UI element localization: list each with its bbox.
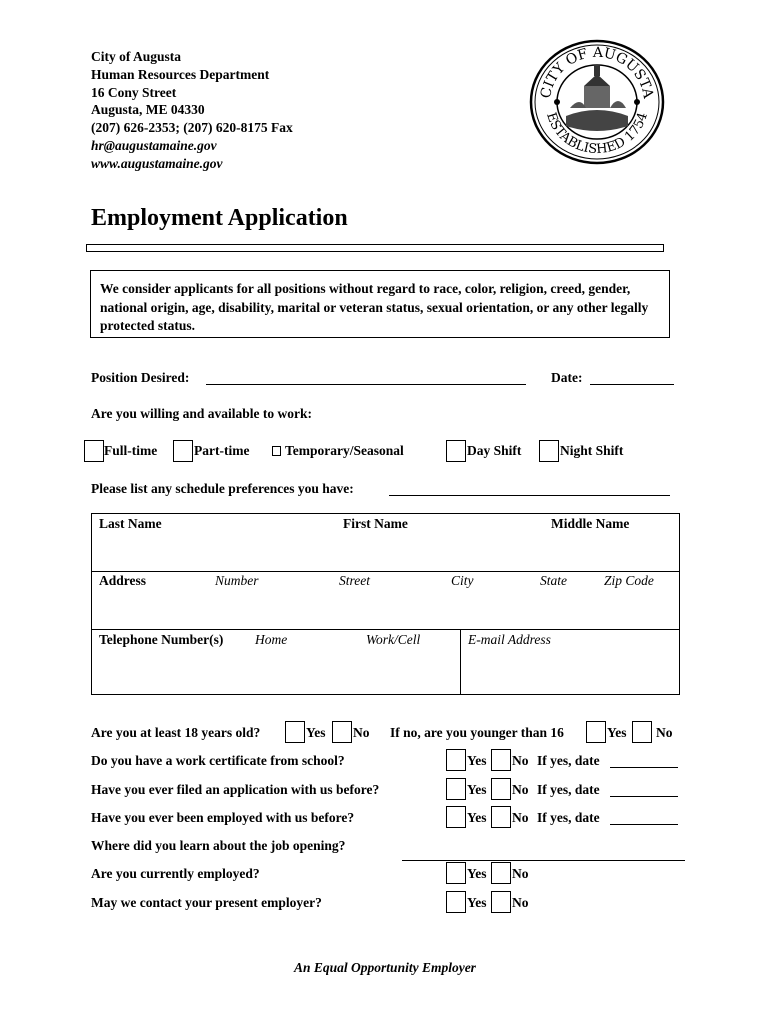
age18-yes-label: Yes bbox=[306, 725, 326, 740]
current-yes-label: Yes bbox=[467, 866, 487, 881]
work-cert-yes-label: Yes bbox=[467, 753, 487, 768]
page-title: Employment Application bbox=[91, 205, 348, 231]
employed-no-checkbox[interactable] bbox=[491, 806, 511, 828]
seasonal-checkbox[interactable] bbox=[272, 446, 281, 456]
contact-yes-checkbox[interactable] bbox=[446, 891, 466, 913]
home-phone-field[interactable]: Home bbox=[255, 632, 288, 647]
age18-no-label: No bbox=[353, 725, 370, 740]
table-divider bbox=[91, 629, 680, 630]
age16-yes-checkbox[interactable] bbox=[586, 721, 606, 743]
filed-yes-label: Yes bbox=[467, 782, 487, 797]
seal-bottom-text: ESTABLISHED 1754 bbox=[543, 110, 651, 158]
learned-input[interactable] bbox=[402, 860, 685, 861]
work-cert-date-label: If yes, date bbox=[537, 753, 600, 768]
work-cert-no-checkbox[interactable] bbox=[491, 749, 511, 771]
work-cert-no-label: No bbox=[512, 753, 529, 768]
age16-question: If no, are you younger than 16 bbox=[390, 725, 564, 740]
schedule-label: Please list any schedule preferences you have: bbox=[91, 481, 354, 496]
availability-question: Are you willing and available to work: bbox=[91, 406, 313, 421]
current-no-label: No bbox=[512, 866, 529, 881]
learned-question: Where did you learn about the job opening? bbox=[91, 838, 346, 853]
filed-date-label: If yes, date bbox=[537, 782, 600, 797]
age16-no-label: No bbox=[656, 725, 673, 740]
nightshift-checkbox[interactable] bbox=[539, 440, 559, 462]
address-street-field[interactable]: Street bbox=[339, 573, 370, 588]
age16-no-checkbox[interactable] bbox=[632, 721, 652, 743]
address-state-field[interactable]: State bbox=[540, 573, 567, 588]
footer-eoe: An Equal Opportunity Employer bbox=[294, 960, 476, 975]
employed-no-label: No bbox=[512, 810, 529, 825]
department: Human Resources Department bbox=[91, 67, 270, 82]
contact-yes-label: Yes bbox=[467, 895, 487, 910]
filed-before-question: Have you ever filed an application with us before? bbox=[91, 782, 380, 797]
employed-date-input[interactable] bbox=[610, 824, 678, 825]
employed-before-question: Have you ever been employed with us before? bbox=[91, 810, 355, 825]
parttime-label: Part-time bbox=[194, 443, 250, 458]
eeo-notice: We consider applicants for all positions without regard to race, color, religion, creed, gender, national origin, age, disability, marital or veteran status, sexual orientation, or any other legally protected status. bbox=[90, 270, 670, 338]
email-link[interactable]: hr@augustamaine.gov bbox=[91, 138, 217, 153]
nightshift-label: Night Shift bbox=[560, 443, 624, 458]
employed-yes-label: Yes bbox=[467, 810, 487, 825]
dayshift-checkbox[interactable] bbox=[446, 440, 466, 462]
age18-no-checkbox[interactable] bbox=[332, 721, 352, 743]
work-phone-field[interactable]: Work/Cell bbox=[366, 632, 421, 647]
date-label: Date: bbox=[551, 370, 583, 385]
employed-yes-checkbox[interactable] bbox=[446, 806, 466, 828]
contact-no-label: No bbox=[512, 895, 529, 910]
fulltime-checkbox[interactable] bbox=[84, 440, 104, 462]
contact-no-checkbox[interactable] bbox=[491, 891, 511, 913]
schedule-input[interactable] bbox=[389, 495, 670, 496]
phone-numbers: (207) 626-2353; (207) 620-8175 Fax bbox=[91, 120, 293, 135]
email-field[interactable]: E-mail Address bbox=[468, 632, 551, 647]
contact-employer-question: May we contact your present employer? bbox=[91, 895, 322, 910]
telephone-label: Telephone Number(s) bbox=[99, 632, 224, 647]
work-cert-date-input[interactable] bbox=[610, 767, 678, 768]
filed-yes-checkbox[interactable] bbox=[446, 778, 466, 800]
seasonal-label: Temporary/Seasonal bbox=[285, 443, 404, 458]
street-address: 16 Cony Street bbox=[91, 85, 177, 100]
table-divider bbox=[460, 629, 461, 695]
fulltime-label: Full-time bbox=[104, 443, 158, 458]
city-seal-icon bbox=[528, 38, 666, 166]
age18-yes-checkbox[interactable] bbox=[285, 721, 305, 743]
employed-date-label: If yes, date bbox=[537, 810, 600, 825]
age16-yes-label: Yes bbox=[607, 725, 627, 740]
work-cert-question: Do you have a work certificate from school? bbox=[91, 753, 345, 768]
currently-employed-question: Are you currently employed? bbox=[91, 866, 260, 881]
address-label: Address bbox=[99, 573, 147, 588]
middle-name-field[interactable]: Middle Name bbox=[551, 516, 630, 531]
dayshift-label: Day Shift bbox=[467, 443, 522, 458]
city-state: Augusta, ME 04330 bbox=[91, 102, 205, 117]
current-yes-checkbox[interactable] bbox=[446, 862, 466, 884]
age18-question: Are you at least 18 years old? bbox=[91, 725, 261, 740]
website-link[interactable]: www.augustamaine.gov bbox=[91, 156, 223, 171]
seal-top-text: CITY OF AUGUSTA bbox=[538, 44, 656, 100]
address-zip-field[interactable]: Zip Code bbox=[604, 573, 654, 588]
parttime-checkbox[interactable] bbox=[173, 440, 193, 462]
address-number-field[interactable]: Number bbox=[215, 573, 259, 588]
personal-info-table bbox=[91, 513, 680, 695]
address-city-field[interactable]: City bbox=[451, 573, 474, 588]
last-name-field[interactable]: Last Name bbox=[99, 516, 162, 531]
work-cert-yes-checkbox[interactable] bbox=[446, 749, 466, 771]
current-no-checkbox[interactable] bbox=[491, 862, 511, 884]
date-input[interactable] bbox=[590, 384, 674, 385]
filed-no-label: No bbox=[512, 782, 529, 797]
position-input[interactable] bbox=[206, 384, 526, 385]
table-divider bbox=[91, 571, 680, 572]
title-rule bbox=[86, 244, 664, 252]
org-name: City of Augusta bbox=[91, 49, 182, 64]
first-name-field[interactable]: First Name bbox=[343, 516, 408, 531]
filed-date-input[interactable] bbox=[610, 796, 678, 797]
position-label: Position Desired: bbox=[91, 370, 190, 385]
filed-no-checkbox[interactable] bbox=[491, 778, 511, 800]
